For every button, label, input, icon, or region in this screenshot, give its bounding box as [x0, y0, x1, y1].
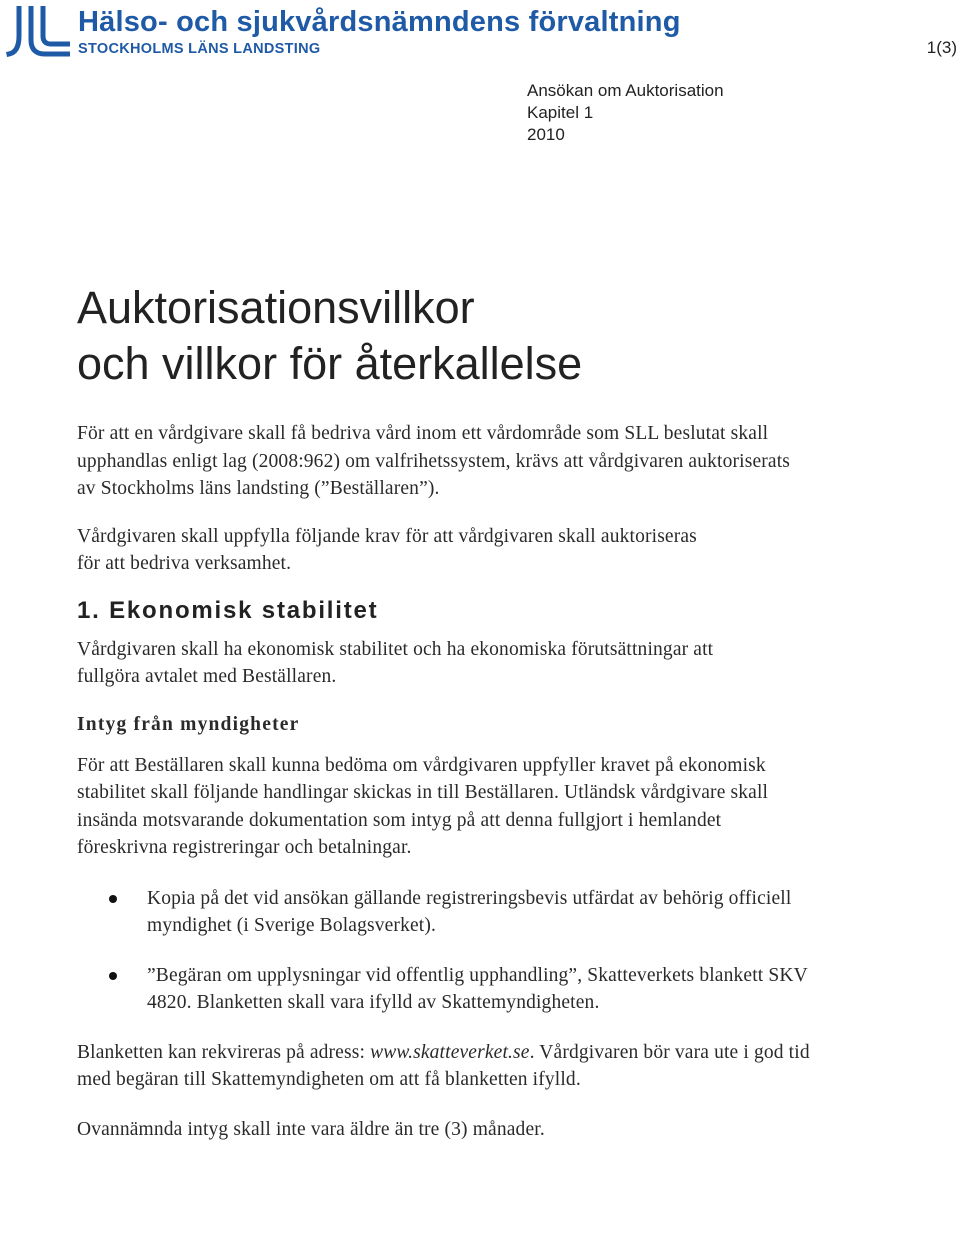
document-meta-line: 2010 — [527, 125, 565, 144]
subsection-heading: Intyg från myndigheter — [77, 713, 300, 735]
text-fragment: . Vårdgivaren bör vara ute i god tid med begäran till Skattemyndigheten om att få blanketten ifylld. — [77, 1041, 810, 1090]
document-meta-line: Kapitel 1 — [527, 103, 594, 122]
intro-paragraph: För att en vårdgivare skall få bedriva vård inom ett vårdområde som SLL beslutat skall upphandlas enligt lag (2008:962) om valfrihetssystem, krävs att vårdgivaren auktoriserats av Stockholms läns landsting (”Beställaren”). — [77, 423, 791, 499]
list-item — [77, 885, 817, 940]
section-paragraph: Ovannämnda intyg skall inte vara äldre än tre (3) månader. — [77, 1118, 545, 1140]
document-body — [77, 280, 927, 1143]
section-paragraph: För att Beställaren skall kunna bedöma om vårdgivaren uppfyller kravet på ekonomisk stabilitet skall följande handlingar skickas in till Beställaren. Utländsk vårdgivare skall insända motsvarande dokumentation som intyg på att denna fullgjort i hemlandet föreskrivna registreringar och betalningar. — [77, 754, 769, 858]
section-heading: 1. Ekonomisk stabilitet — [77, 596, 379, 624]
sll-logo — [6, 6, 681, 58]
list-item — [77, 962, 817, 1017]
page-title-line: Auktorisationsvillkor — [77, 282, 475, 333]
bullet-icon — [109, 895, 117, 903]
document-meta — [527, 80, 724, 146]
page-title — [77, 280, 927, 392]
intro-paragraph: Vårdgivaren skall uppfylla följande krav för att vårdgivaren skall auktoriseras för att bedriva verksamhet. — [77, 525, 697, 574]
section-paragraph: Vårdgivaren skall ha ekonomisk stabilitet och ha ekonomiska förutsättningar att fullgöra avtalet med Beställaren. — [77, 638, 714, 687]
sll-logo-mark-icon — [6, 6, 70, 58]
page-number: 1(3) — [926, 38, 957, 57]
list-item-text: Kopia på det vid ansökan gällande registreringsbevis utfärdat av behörig officiell myndighet (i Sverige Bolagsverket). — [147, 887, 792, 936]
text-fragment: Blanketten kan rekvireras på adress: — [77, 1041, 371, 1063]
section-paragraph — [77, 1039, 817, 1094]
org-sub: STOCKHOLMS LÄNS LANDSTING — [78, 41, 321, 57]
list-item-text: ”Begäran om upplysningar vid offentlig upphandling”, Skatteverkets blankett SKV 4820. Blanketten skall vara ifylld av Skattemyndigheten. — [147, 964, 808, 1013]
org-name: Hälso- och sjukvårdsnämndens förvaltning — [78, 6, 681, 38]
page-title-line: och villkor för återkallelse — [77, 338, 583, 389]
requirements-list — [77, 885, 817, 1017]
skatteverket-link[interactable]: www.skatteverket.se — [370, 1041, 530, 1063]
bullet-icon — [109, 972, 117, 980]
document-meta-line: Ansökan om Auktorisation — [527, 81, 724, 100]
